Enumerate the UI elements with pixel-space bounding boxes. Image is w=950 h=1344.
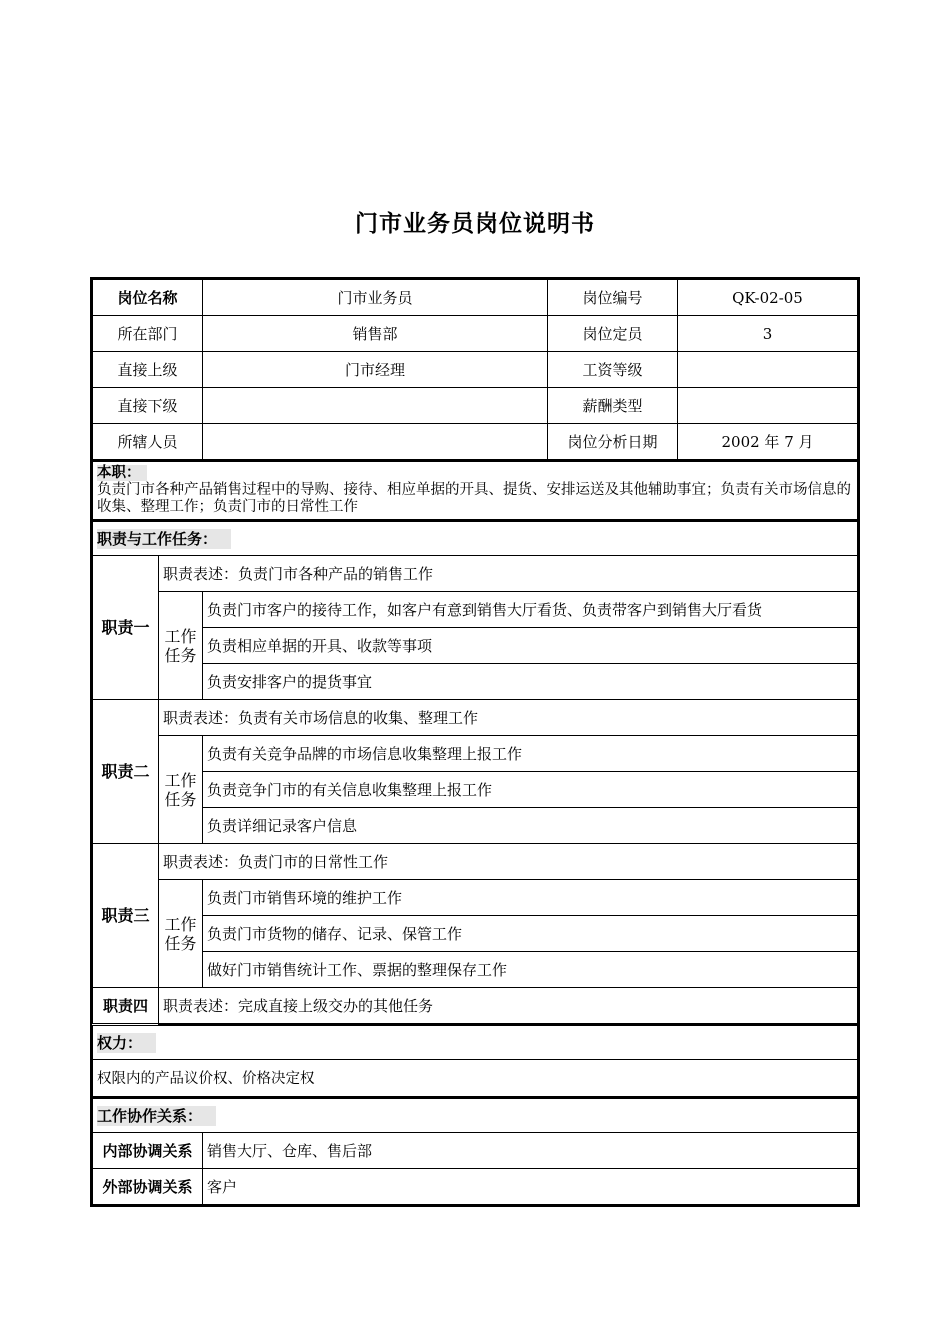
label-position-code: 岗位编号 — [548, 280, 678, 316]
basic-info-table — [92, 279, 858, 460]
duty-summary-heading: 本职： — [97, 465, 147, 481]
relations-table — [92, 1098, 858, 1205]
duty-summary-text: 负责门市各种产品销售过程中的导购、接待、相应单据的开具、提货、安排运送及其他辅助事宜；负责有关市场信息的收集、整理工作；负责门市的日常性工作 — [97, 482, 851, 515]
duty3-task: 负责门市货物的储存、记录、保管工作 — [203, 916, 858, 952]
duty3-task: 做好门市销售统计工作、票据的整理保存工作 — [203, 952, 858, 988]
duty3-work-label: 工作任务 — [159, 880, 203, 988]
value-salary-grade — [678, 352, 858, 388]
external-relations-value: 客户 — [203, 1169, 858, 1205]
duty1-task: 负责安排客户的提货事宜 — [203, 664, 858, 700]
task-row — [93, 736, 858, 772]
duty2-description: 职责表述：负责有关市场信息的收集、整理工作 — [159, 700, 858, 736]
duty3-name: 职责三 — [93, 844, 159, 988]
job-description-form — [90, 277, 860, 1207]
label-direct-superior: 直接上级 — [93, 352, 203, 388]
task-row — [93, 664, 858, 700]
value-department: 销售部 — [203, 316, 548, 352]
label-analysis-date: 岗位分析日期 — [548, 424, 678, 460]
duty1-task: 负责门市客户的接待工作，如客户有意到销售大厅看货、负责带客户到销售大厅看货 — [203, 592, 858, 628]
value-pay-type — [678, 388, 858, 424]
duty-row — [93, 556, 858, 592]
duty4-name: 职责四 — [93, 988, 159, 1024]
task-row — [93, 916, 858, 952]
task-row — [93, 880, 858, 916]
label-headcount: 岗位定员 — [548, 316, 678, 352]
authority-heading: 权力： — [97, 1033, 156, 1053]
info-row — [93, 388, 858, 424]
info-row — [93, 424, 858, 460]
label-department: 所在部门 — [93, 316, 203, 352]
task-row — [93, 592, 858, 628]
relations-heading: 工作协作关系： — [97, 1106, 216, 1126]
value-position-code: QK-02-05 — [678, 280, 858, 316]
info-row — [93, 280, 858, 316]
authority-text: 权限内的产品议价权、价格决定权 — [93, 1059, 858, 1097]
duty1-work-label: 工作任务 — [159, 592, 203, 700]
value-analysis-date: 2002 年 7 月 — [678, 424, 858, 460]
duty2-work-label: 工作任务 — [159, 736, 203, 844]
duty2-task: 负责竞争门市的有关信息收集整理上报工作 — [203, 772, 858, 808]
label-pay-type: 薪酬类型 — [548, 388, 678, 424]
label-position-name: 岗位名称 — [93, 280, 203, 316]
duty-row — [93, 844, 858, 880]
value-position-name: 门市业务员 — [203, 280, 548, 316]
duty1-task: 负责相应单据的开具、收款等事项 — [203, 628, 858, 664]
value-direct-superior: 门市经理 — [203, 352, 548, 388]
task-row — [93, 952, 858, 988]
task-row — [93, 628, 858, 664]
duty3-description: 职责表述：负责门市的日常性工作 — [159, 844, 858, 880]
task-row — [93, 808, 858, 844]
value-managed-staff — [203, 424, 548, 460]
value-direct-subordinate — [203, 388, 548, 424]
duty-row — [93, 700, 858, 736]
duty-summary-table — [92, 460, 858, 521]
duty3-task: 负责门市销售环境的维护工作 — [203, 880, 858, 916]
value-headcount: 3 — [678, 316, 858, 352]
internal-relations-label: 内部协调关系 — [93, 1133, 203, 1169]
page-title: 门市业务员岗位说明书 — [355, 211, 595, 237]
label-salary-grade: 工资等级 — [548, 352, 678, 388]
duty1-name: 职责一 — [93, 556, 159, 700]
duty1-description: 职责表述：负责门市各种产品的销售工作 — [159, 556, 858, 592]
internal-relations-value: 销售大厅、仓库、售后部 — [203, 1133, 858, 1169]
duty2-task: 负责有关竞争品牌的市场信息收集整理上报工作 — [203, 736, 858, 772]
external-relations-label: 外部协调关系 — [93, 1169, 203, 1205]
responsibilities-table — [92, 521, 858, 1025]
responsibilities-heading: 职责与工作任务： — [97, 529, 231, 549]
task-row — [93, 772, 858, 808]
label-managed-staff: 所辖人员 — [93, 424, 203, 460]
info-row — [93, 352, 858, 388]
duty-row — [93, 988, 858, 1024]
label-direct-subordinate: 直接下级 — [93, 388, 203, 424]
authority-table — [92, 1025, 858, 1099]
duty2-name: 职责二 — [93, 700, 159, 844]
duty4-description: 职责表述：完成直接上级交办的其他任务 — [159, 988, 858, 1024]
duty2-task: 负责详细记录客户信息 — [203, 808, 858, 844]
info-row — [93, 316, 858, 352]
